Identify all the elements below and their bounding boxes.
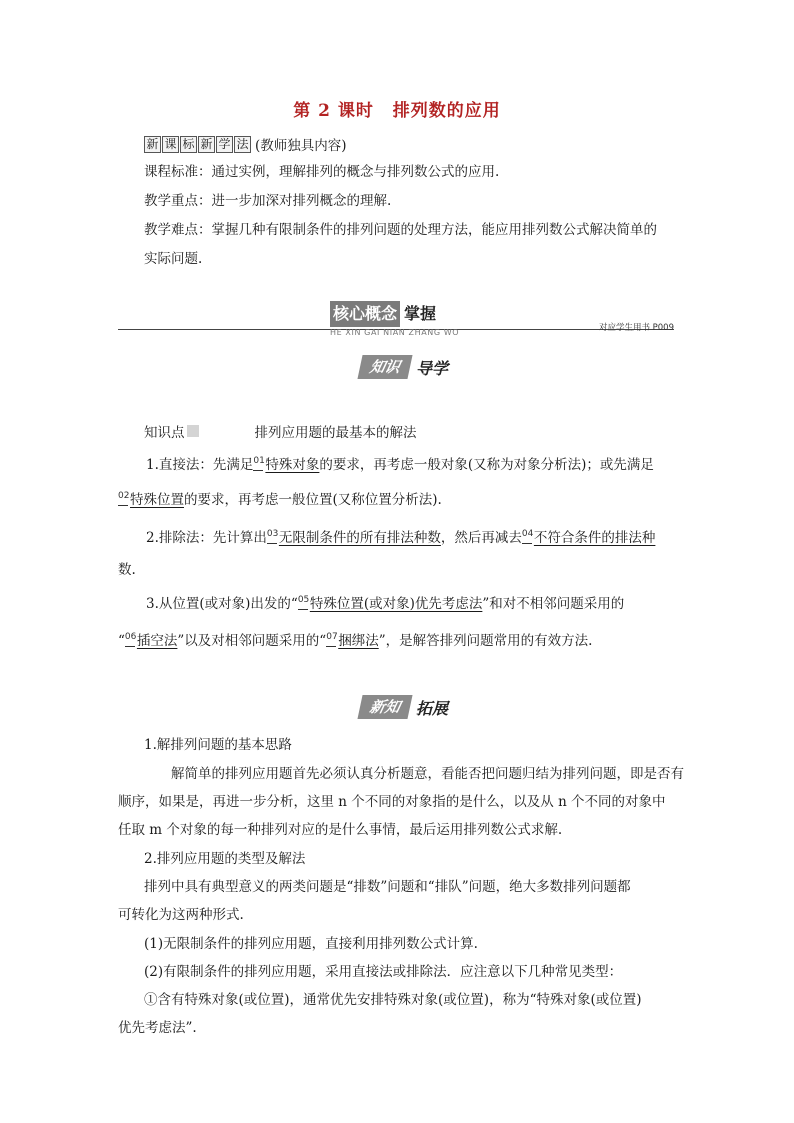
lesson-number: 第 2 课时 (293, 101, 374, 121)
blank-number: 03 (266, 529, 279, 539)
blank-answer: 无限制条件的所有排法种数 (278, 530, 441, 546)
method-exclusion-cont: 数. (118, 562, 136, 578)
curriculum-standard: 课程标准：通过实例，理解排列的概念与排列数公式的应用. (144, 164, 500, 180)
knowledge-point-title: 排列应用题的最基本的解法 (254, 425, 417, 441)
knowledge-point (144, 421, 417, 441)
badge-char: 标 (180, 136, 197, 153)
blank-number: 02 (118, 491, 130, 501)
new-knowledge-label: 新知 (357, 695, 412, 719)
blank-answer: 特殊位置 (130, 492, 184, 508)
page-title (0, 96, 794, 121)
ext-para-2: 排列中具有典型意义的两类问题是“排数”问题和“排队”问题，绝大多数排列问题都 (144, 879, 631, 895)
new-knowledge-heading (360, 695, 448, 719)
answer-blank (253, 457, 319, 473)
knowledge-point-label: 知识点 (144, 425, 185, 441)
teaching-difficulty-cont: 实际问题. (144, 251, 203, 267)
method-direct-cont (118, 486, 688, 515)
ext-para-5: ①含有特殊对象(或位置)，通常优先安排特殊对象(或位置)，称为“特殊对象(或位置) (144, 992, 642, 1008)
badge-note: (教师独具内容) (255, 138, 347, 154)
text-run: ，然后再减去 (440, 530, 522, 546)
blank-answer: 不符合条件的排法种 (533, 530, 656, 546)
text-run: ”，是解答排列问题常用的有效方法. (378, 633, 593, 649)
text-run: “ (118, 633, 125, 649)
badge-char: 课 (162, 136, 179, 153)
knowledge-point-marker (187, 425, 199, 437)
method-position (144, 590, 704, 619)
badge-char: 学 (216, 136, 233, 153)
core-concept-label: 核心概念 (330, 301, 400, 327)
ext-para-3: (1)无限制条件的排列应用题，直接利用排列数公式计算. (144, 936, 478, 952)
blank-number: 07 (326, 632, 338, 642)
ext-para-1-line2: 顺序，如果是，再进一步分析，这里 n 个不同的对象指的是什么，以及从 n 个不同的对象中 (118, 794, 666, 810)
blank-number: 04 (521, 529, 534, 539)
core-concept-pinyin: HE XIN GAI NIAN ZHANG WO (330, 328, 460, 337)
text-run: ”和对不相邻问题采用的 (482, 596, 625, 612)
new-curriculum-badge (144, 134, 347, 154)
answer-blank (298, 596, 483, 612)
blank-answer: 捆绑法 (338, 633, 379, 649)
ext-para-2-line2: 可转化为这两种形式. (118, 907, 244, 923)
blank-number: 01 (253, 456, 265, 466)
core-concept-banner (118, 301, 674, 337)
ext-para-1: 解简单的排列应用题首先必须认真分析题意，看能否把问题归结为排列问题，即是否有 (171, 766, 684, 782)
core-concept-suffix: 掌握 (404, 304, 437, 323)
text-run: 1.直接法：先满足 (146, 457, 254, 473)
blank-number: 06 (124, 632, 137, 642)
ext-heading-1: 1.解排列问题的基本思路 (144, 737, 292, 753)
answer-blank (125, 633, 178, 649)
blank-answer: 特殊位置(或对象)优先考虑法 (309, 596, 483, 612)
teaching-difficulty: 教学难点：掌握几种有限制条件的排列问题的处理方法，能应用排列数公式解决简单的 (144, 222, 657, 238)
ext-para-4: (2)有限制条件的排列应用题，采用直接法或排除法．应注意以下几种常见类型： (144, 964, 623, 980)
text-run: 3.从位置(或对象)出发的“ (146, 596, 298, 612)
lesson-title: 排列数的应用 (392, 101, 501, 121)
text-run: 的要求，再考虑一般位置(又称位置分析法). (184, 492, 442, 508)
ext-para-1-line3: 任取 m 个对象的每一种排列对应的是什么事情，最后运用排列数公式求解. (118, 822, 563, 838)
blank-answer: 特殊对象 (265, 457, 320, 473)
ext-heading-2: 2.排列应用题的类型及解法 (144, 851, 306, 867)
answer-blank (118, 492, 184, 508)
ext-para-5-line2: 优先考虑法”. (118, 1020, 197, 1036)
badge-char: 新 (198, 136, 215, 153)
method-direct (144, 451, 684, 480)
blank-number: 05 (297, 595, 310, 605)
teaching-focus: 教学重点：进一步加深对排列概念的理解. (144, 193, 392, 209)
answer-blank (522, 530, 656, 546)
text-run: 2.排除法：先计算出 (146, 530, 267, 546)
method-exclusion (144, 524, 684, 553)
text-run: ”以及对相邻问题采用的“ (177, 633, 327, 649)
answer-blank (267, 530, 441, 546)
badge-char: 新 (144, 136, 161, 153)
blank-answer: 插空法 (136, 633, 178, 649)
method-position-cont (118, 627, 688, 656)
badge-char: 法 (234, 136, 251, 153)
guide-label: 导学 (416, 358, 449, 378)
extension-label: 拓展 (416, 698, 449, 718)
answer-blank (326, 633, 379, 649)
student-book-ref: 对应学生用书 P009 (598, 323, 674, 333)
text-run: 的要求，再考虑一般对象(又称为对象分析法)；或先满足 (319, 457, 654, 473)
knowledge-guide-heading (360, 355, 448, 379)
knowledge-label: 知识 (357, 355, 412, 379)
